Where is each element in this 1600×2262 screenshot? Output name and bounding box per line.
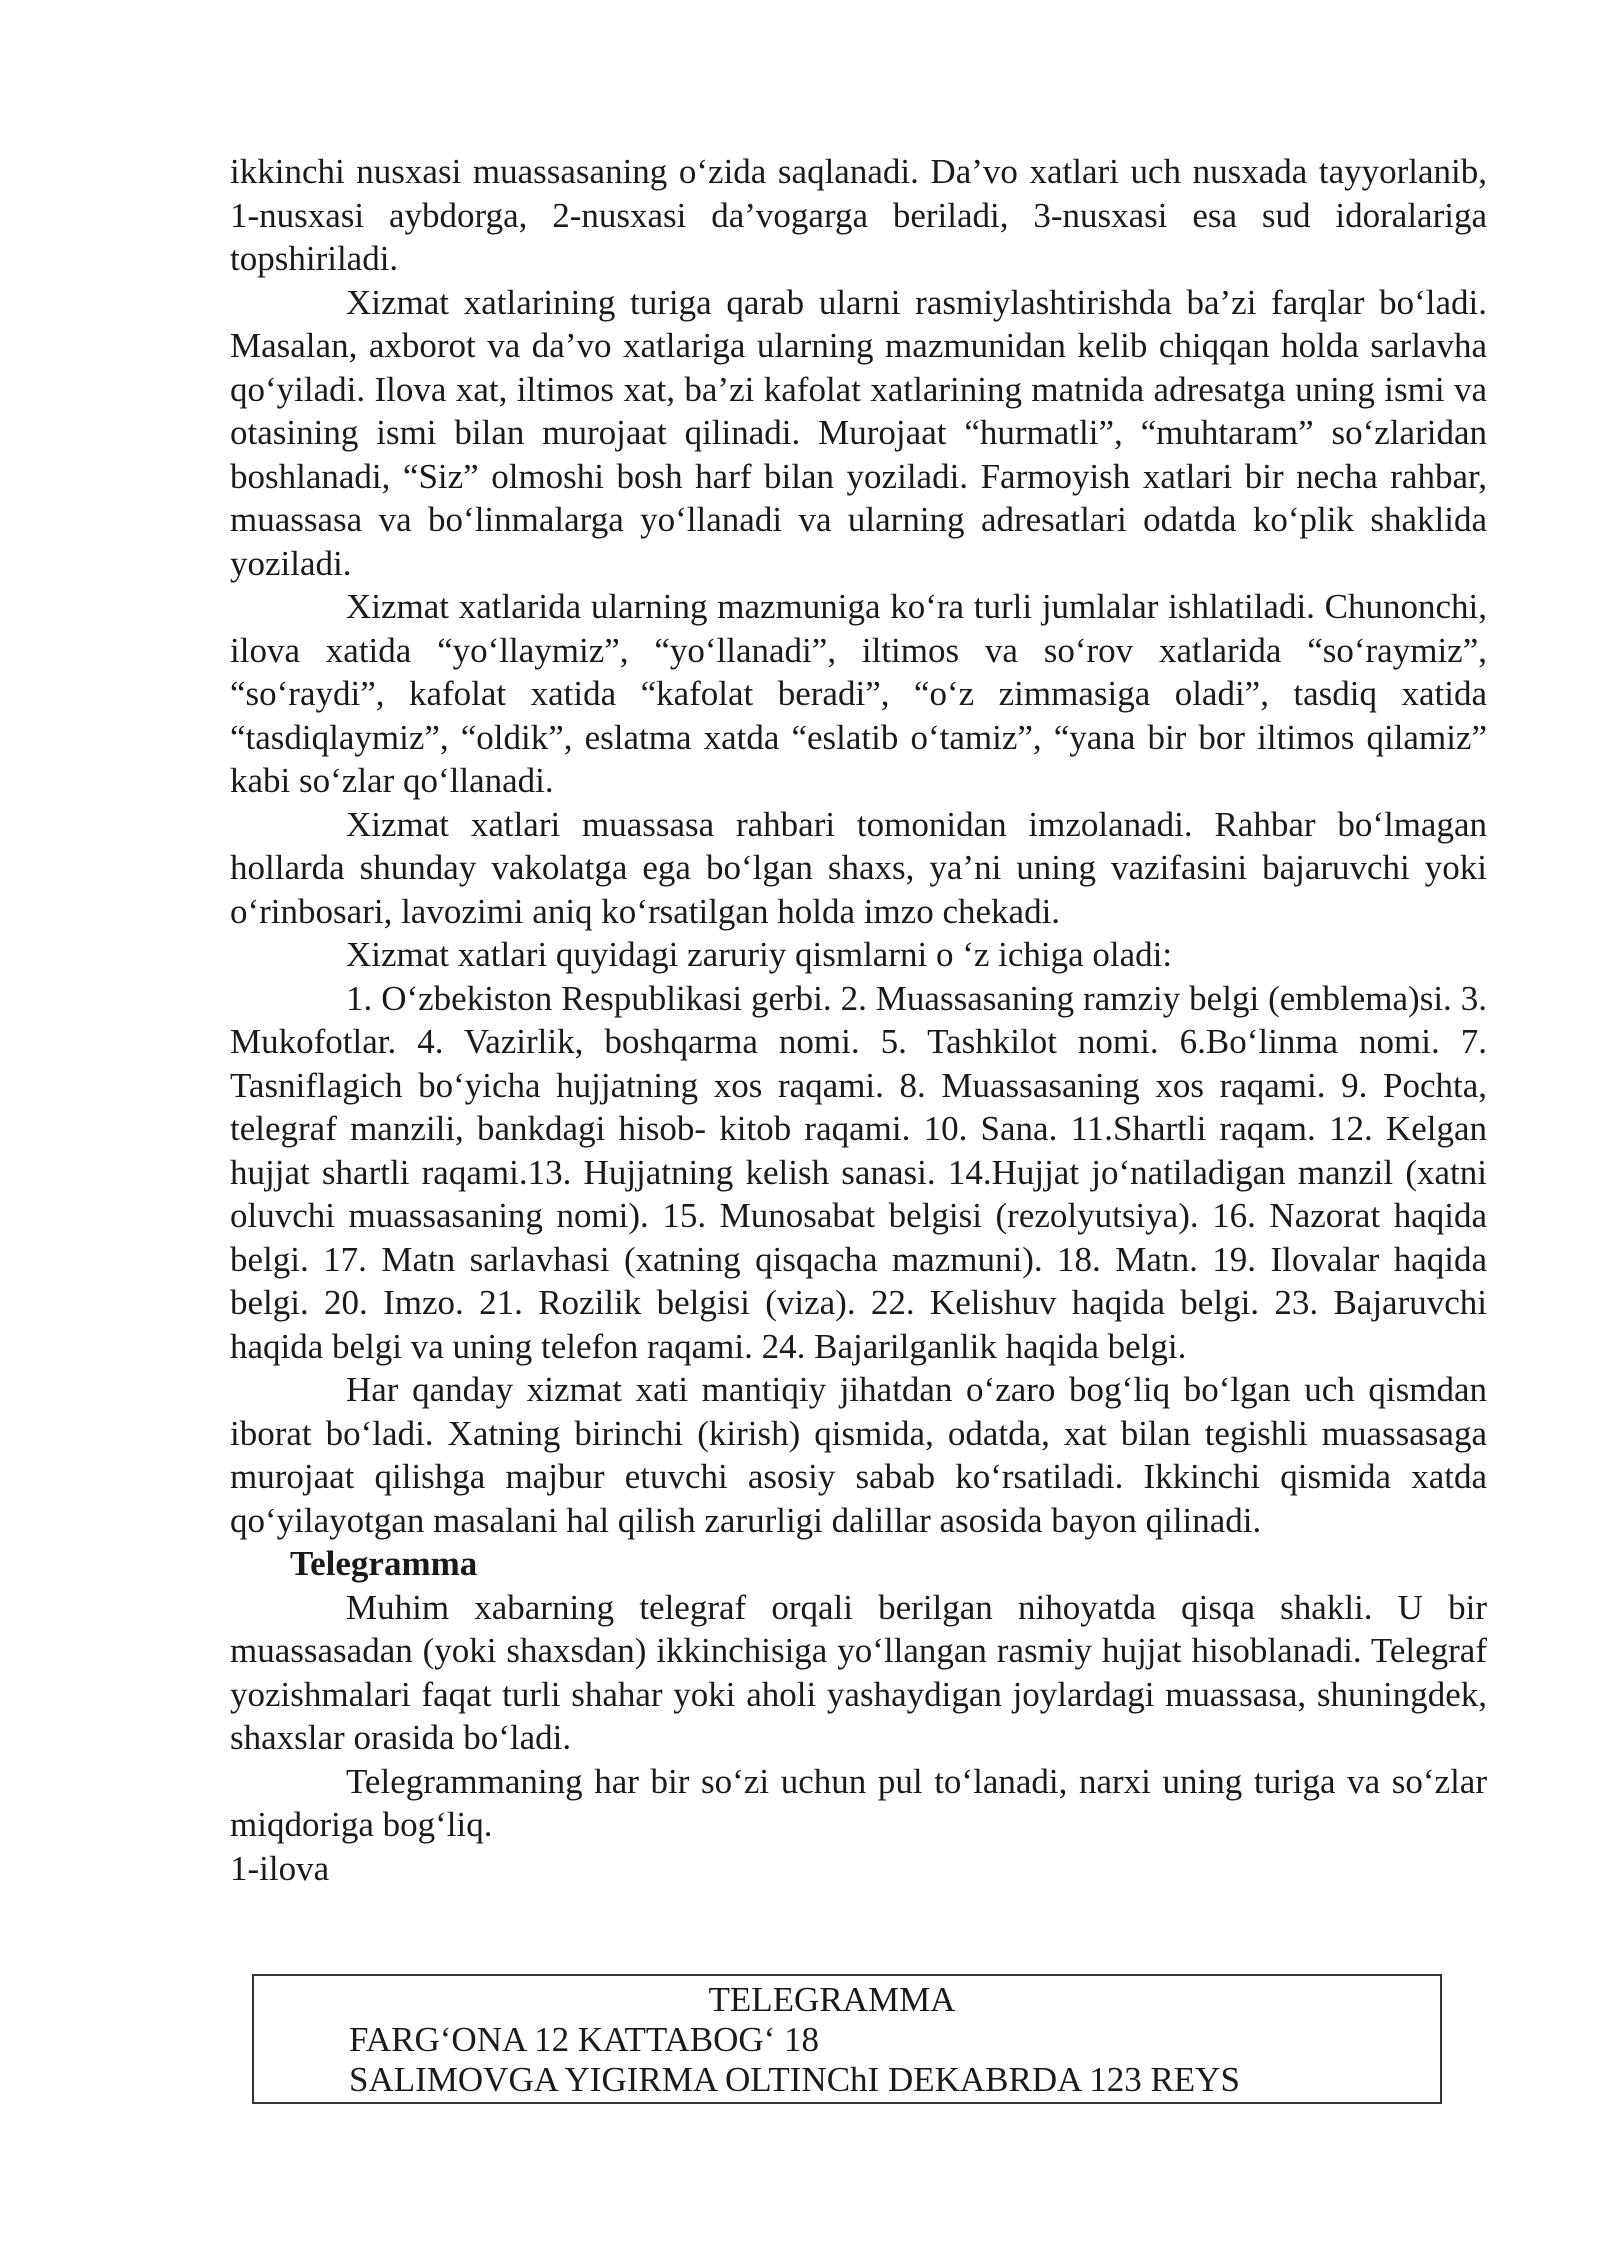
telegram-message: SALIMOVGA YIGIRMA OLTINChI DEKABRDA 123 REYS [349, 2060, 1240, 2099]
section-heading: Telegramma [290, 1544, 478, 1583]
telegram-address: FARG‘ONA 12 KATTABOG‘ 18 [349, 2020, 820, 2059]
document-page [230, 150, 1487, 1890]
paragraph-formatting-differences: Xizmat xatlarining turiga qarab ularni rasmiylashtirishda ba’zi farqlar bo‘ladi. Masalan, axborot va da’vo xatlariga ularning mazmunidan kelib chiqqan holda sarlavha qo‘yiladi. Ilova xat, iltimos xat, ba’zi kafolat xatlarining matnida adresatga uning ismi va otasining ismi bilan murojaat qilinadi. Murojaat “hurmatli”, “muhtaram” so‘zlaridan boshlanadi, “Siz” olmoshi bosh harf bilan yoziladi. Farmoyish xatlari bir necha rahbar, muassasa va bo‘linmalarga yo‘llanadi va ularning adresatlari odatda ko‘plik shaklida yoziladi. [230, 282, 1487, 583]
paragraph-telegram-cost: Telegrammaning har bir so‘zi uchun pul to‘lanadi, narxi uning turiga va so‘zlar miqdoriga bog‘liq. [230, 1761, 1487, 1844]
paragraph-required-parts-list: 1. O‘zbekiston Respublikasi gerbi. 2. Muassasaning ramziy belgi (emblema)si. 3. Mukofotlar. 4. Vazirlik, boshqarma nomi. 5. Tashkilot nomi. 6.Bo‘linma nomi. 7. Tasniflagich bo‘yicha hujjatning xos raqami. 8. Muassasaning xos raqami. 9. Pochta, telegraf manzili, bankdagi hisob- kitob raqami. 10. Sana. 11.Shartli raqam. 12. Kelgan hujjat shartli raqami.13. Hujjatning kelish sanasi. 14.Hujjat jo‘natiladigan manzil (xatni oluvchi muassasaning nomi). 15. Munosabat belgisi (rezolyutsiya). 16. Nazorat haqida belgi. 17. Matn sarlavhasi (xatning qisqacha mazmuni). 18. Matn. 19. Ilovalar haqida belgi. 20. Imzo. 21. Rozilik belgisi (viza). 22. Kelishuv haqida belgi. 23. Bajaruvchi haqida belgi va uning telefon raqami. 24. Bajarilganlik haqida belgi. [230, 978, 1487, 1366]
telegram-title: TELEGRAMMA [708, 1980, 956, 2019]
paragraph-structure: Har qanday xizmat xati mantiqiy jihatdan o‘zaro bog‘liq bo‘lgan uch qismdan iborat bo‘ladi. Xatning birinchi (kirish) qismida, odatda, xat bilan tegishli muassasaga murojaat qilishga majbur etuvchi asosiy sabab ko‘rsatiladi. Ikkinchi qismida xatda qo‘yilayotgan masalani hal qilish zarurligi dalillar asosida bayon qilinadi. [230, 1370, 1487, 1540]
paragraph-required-parts-intro: Xizmat xatlari quyidagi zaruriy qismlarni o ‘z ichiga oladi: [346, 935, 1173, 974]
paragraph-signing: Xizmat xatlari muassasa rahbari tomonidan imzolanadi. Rahbar bo‘lmagan hollarda shunday vakolatga ega bo‘lgan shaxs, ya’ni uning vazifasini bajaruvchi yoki o‘rinbosari, lavozimi aniq ko‘rsatilgan holda imzo chekadi. [230, 804, 1487, 931]
paragraph-continuation: ikkinchi nusxasi muassasaning o‘zida saqlanadi. Da’vo xatlari uch nusxada tayyorlanib, 1-nusxasi aybdorga, 2-nusxasi da’vogarga beriladi, 3-nusxasi esa sud idoralariga topshiriladi. [230, 152, 1487, 278]
paragraph-telegram-definition: Muhim xabarning telegraf orqali berilgan nihoyatda qisqa shakli. U bir muassasadan (yoki shaxsdan) ikkinchisiga yo‘llangan rasmiy hujjat hisoblanadi. Telegraf yozishmalari faqat turli shahar yoki aholi yashaydigan joylardagi muassasa, shuningdek, shaxslar orasida bo‘ladi. [230, 1587, 1487, 1757]
paragraph-phrases: Xizmat xatlarida ularning mazmuniga ko‘ra turli jumlalar ishlatiladi. Chunonchi, ilova xatida “yo‘llaymiz”, “yo‘llanadi”, iltimos va so‘rov xatlarida “so‘raymiz”, “so‘raydi”, kafolat xatida “kafolat beradi”, “o‘z zimmasiga oladi”, tasdiq xatida “tasdiqlaymiz”, “oldik”, eslatma xatda “eslatib o‘tamiz”, “yana bir bor iltimos qilamiz” kabi so‘zlar qo‘llanadi. [230, 587, 1487, 800]
telegram-sample-box [252, 1974, 1442, 2104]
appendix-label: 1-ilova [230, 1848, 330, 1888]
